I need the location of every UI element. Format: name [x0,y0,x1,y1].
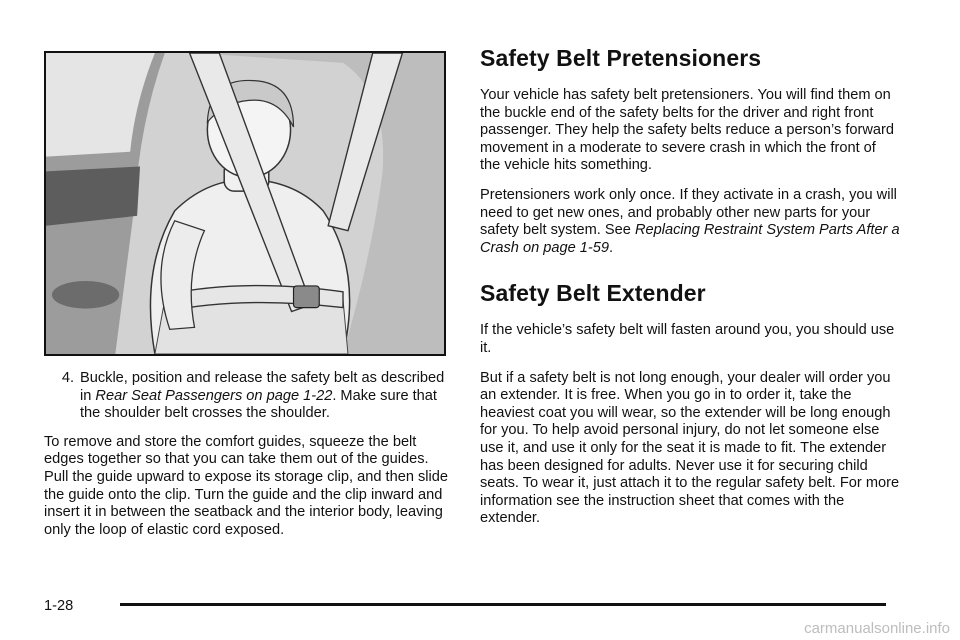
step-text-b: . Make sure that the shoulder belt crosses the shoulder. [80,387,437,422]
right-column [480,44,900,540]
extender-paragraph-2: But if a safety belt is not long enough, your dealer will order you an extender. It is free. When you go in to order it, take the heaviest coat you will wear, so the extender will be long enough for you. To help avoid personal injury, do not let someone else use it, and use it only for the seat it is made to fit. The extender has been designed for adults. Never use it for securing child seats. To wear it, just attach it to the regular safety belt. For more information see the instruction sheet that comes with the extender. [480,369,900,527]
pretensioners-paragraph-1: Your vehicle has safety belt pretensioners. You will find them on the buckle end of the safety belts for the driver and right front passenger. They help the safety belts reduce a person’s forward movement in a moderate to severe crash in which the front of the vehicle hits something. [480,87,895,174]
comfort-guides-paragraph: To remove and store the comfort guides, squeeze the belt edges together so that you can take them out of the guides. Pull the guide upward to expose its storage clip, and then slide the guide onto the clip. Turn the guide and the clip inward and insert it in between the seatback and the interior body, leaving only the loop of elastic cord exposed. [44,433,449,538]
cross-reference-link[interactable]: Rear Seat Passengers on page 1-22 [95,387,333,404]
extender-paragraph-1: If the vehicle’s safety belt will fasten around you, you should use it. [480,322,895,356]
child-belt-drawing [46,53,444,354]
step-text-a: Buckle, position and release the safety belt as described in [80,370,445,404]
footer-rule [120,603,886,606]
step-text [80,370,454,423]
section-heading-extender: Safety Belt Extender [480,280,706,307]
illustration-child-safety-belt [44,51,446,356]
step-number: 4. [61,370,74,386]
cross-reference-link[interactable]: Replacing Restraint System Parts After a Crash on page 1-59 [480,222,900,256]
pretensioners-text-a: Pretensioners work only once. If they activate in a crash, you will need to get new ones, and probably other new parts for your safety belt system. See [480,186,897,239]
page-number: 1-28 [44,598,74,614]
watermark: carmanualsonline.info [804,620,950,637]
section-heading-pretensioners: Safety Belt Pretensioners [480,45,762,71]
pretensioners-paragraph-2 [480,187,900,257]
pretensioners-text-b: . [609,239,614,256]
instruction-step-4 [44,370,454,423]
left-column [44,370,454,551]
